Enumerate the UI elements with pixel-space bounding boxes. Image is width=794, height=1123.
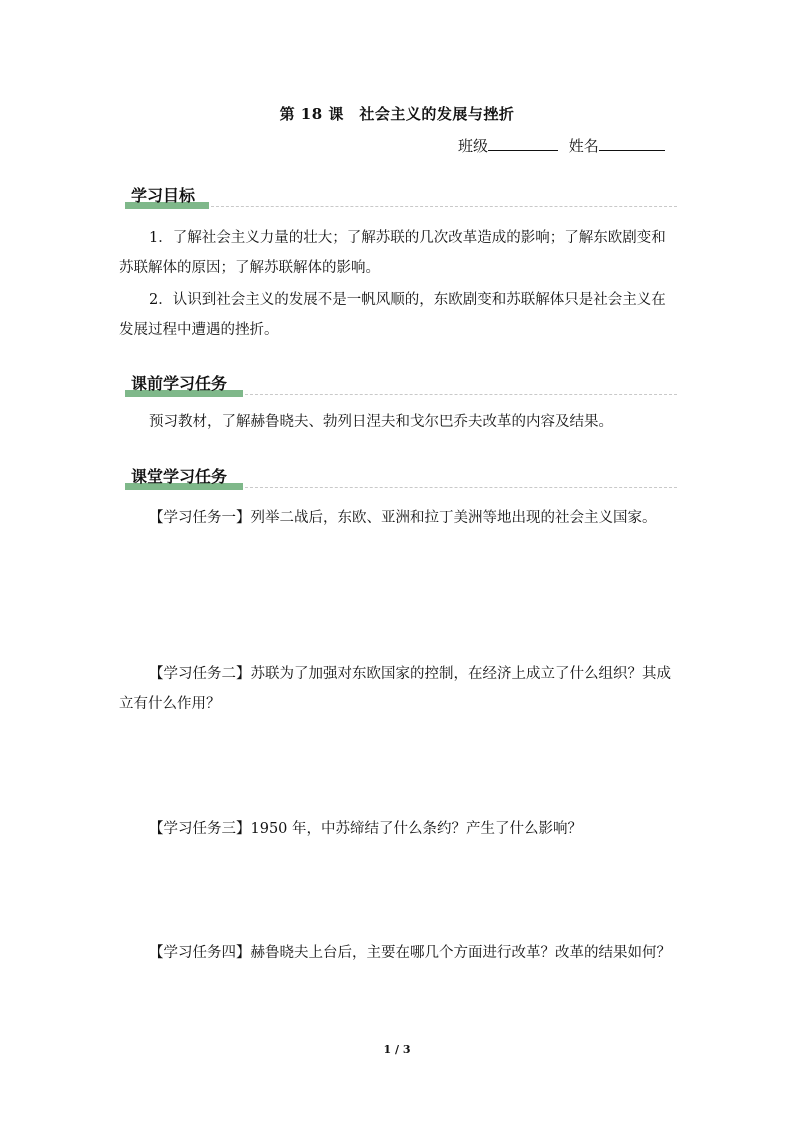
- page-title: 第 18 课 社会主义的发展与挫折: [279, 105, 515, 123]
- task-4: 【学习任务四】赫鲁晓夫上台后，主要在哪几个方面进行改革？改革的结果如何？: [149, 945, 671, 961]
- student-info-line: [458, 135, 665, 156]
- section-divider: [211, 206, 677, 207]
- section-divider: [245, 394, 677, 395]
- section-heading: 课堂学习任务: [131, 467, 228, 486]
- page-number: 1 / 3: [383, 1043, 411, 1056]
- section-pre-class: [125, 371, 677, 397]
- section-divider: [245, 487, 677, 488]
- section-heading: 课前学习任务: [131, 374, 228, 393]
- pre-class-task: 预习教材，了解赫鲁晓夫、勃列日涅夫和戈尔巴乔夫改革的内容及结果。: [149, 414, 613, 430]
- task-3: 【学习任务三】1950 年，中苏缔结了什么条约？产生了什么影响？: [149, 821, 583, 837]
- section-objectives: [125, 183, 677, 209]
- objective-item-2: 2．认识到社会主义的发展不是一帆风顺的，东欧剧变和苏联解体只是社会主义在发展过程中遭遇的挫折。: [119, 292, 666, 338]
- section-heading: 学习目标: [131, 186, 196, 205]
- section-in-class: [125, 464, 677, 490]
- class-label: 班级: [458, 137, 489, 155]
- class-blank[interactable]: [488, 136, 558, 151]
- task-1: 【学习任务一】列举二战后，东欧、亚洲和拉丁美洲等地出现的社会主义国家。: [149, 510, 657, 526]
- task-2: 【学习任务二】苏联为了加强对东欧国家的控制，在经济上成立了什么组织？其成立有什么作用？: [119, 666, 671, 712]
- objective-item-1: 1．了解社会主义力量的壮大；了解苏联的几次改革造成的影响；了解东欧剧变和苏联解体的原因；了解苏联解体的影响。: [119, 230, 666, 276]
- name-label: 姓名: [568, 137, 599, 155]
- name-blank[interactable]: [599, 136, 665, 151]
